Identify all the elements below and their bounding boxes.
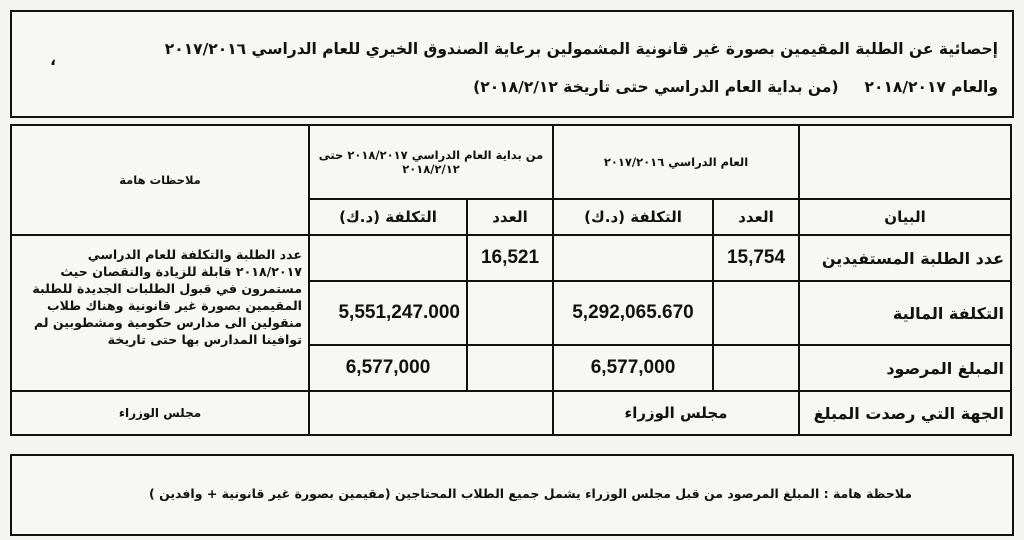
header-y2-count: العدد	[467, 199, 553, 235]
y1-count-value	[713, 281, 799, 345]
row-label: عدد الطلبة المستفيدين	[799, 235, 1011, 281]
notes-text: عدد الطلبة والتكلفة للعام الدراسي ٢٠١٨/٢٠١٧ قابلة للزيادة والنقصان حيث مستمرون في قبول الطلبات الجديدة للطلبة المقيمين بصورة غير قانونية وهناك طلاب منقولين الى مدارس حكومية ومشطوبين لم توافينا المدارس بها حتى تاريخة	[11, 235, 309, 391]
stray-mark: ،	[50, 50, 57, 69]
y1-cost-value	[553, 235, 713, 281]
y1-count-value: 15,754	[713, 235, 799, 281]
y2-count-value: 16,521	[467, 235, 553, 281]
header-y1-cost: التكلفة (د.ك)	[553, 199, 713, 235]
table-row	[11, 235, 1011, 281]
title-line-1: إحصائية عن الطلبة المقيمين بصورة غير قانونية المشمولين برعاية الصندوق الخيري للعام الدراسي ٢٠١٧/٢٠١٦	[164, 40, 998, 58]
header-statement-blank	[799, 125, 1011, 199]
title-line-2	[473, 78, 998, 96]
y2-count-value	[467, 281, 553, 345]
footer-note-box	[10, 454, 1014, 536]
table-row	[11, 391, 1011, 435]
footer-note: ملاحظة هامة : المبلغ المرصود من قبل مجلس الوزراء يشمل جميع الطلاب المحتاجين (مقيمين بصورة غير قانونية + وافدين )	[149, 486, 912, 501]
y2-count-value	[467, 345, 553, 391]
y1-count-value	[713, 345, 799, 391]
statistics-table-wrapper	[10, 124, 1010, 436]
title-box	[10, 10, 1014, 118]
header-y1-count: العدد	[713, 199, 799, 235]
title-line-2-year: والعام ٢٠١٨/٢٠١٧	[864, 78, 998, 96]
y2-cost-value: 5,551,247.000	[309, 281, 467, 345]
row-label: التكلفة المالية	[799, 281, 1011, 345]
y1-cost-value: 6,577,000	[553, 345, 713, 391]
header-row-1	[11, 125, 1011, 199]
y2-funding-body	[309, 391, 553, 435]
statistics-table	[10, 124, 1012, 436]
header-year-2: من بداية العام الدراسي ٢٠١٨/٢٠١٧ حتى ٢٠١٨/٢/١٢	[309, 125, 553, 199]
notes-funding-body: مجلس الوزراء	[11, 391, 309, 435]
header-year-1: العام الدراسي ٢٠١٧/٢٠١٦	[553, 125, 799, 199]
header-statement: البيان	[799, 199, 1011, 235]
y2-cost-value	[309, 235, 467, 281]
row-label: المبلغ المرصود	[799, 345, 1011, 391]
row-label: الجهة التي رصدت المبلغ	[799, 391, 1011, 435]
y1-cost-value: 5,292,065.670	[553, 281, 713, 345]
header-notes: ملاحظات هامة	[11, 125, 309, 235]
y2-cost-value: 6,577,000	[309, 345, 467, 391]
y1-funding-body: مجلس الوزراء	[553, 391, 799, 435]
header-y2-cost: التكلفة (د.ك)	[309, 199, 467, 235]
title-line-2-period: (من بداية العام الدراسي حتى تاريخة ٢٠١٨/٢/١٢)	[473, 78, 839, 96]
